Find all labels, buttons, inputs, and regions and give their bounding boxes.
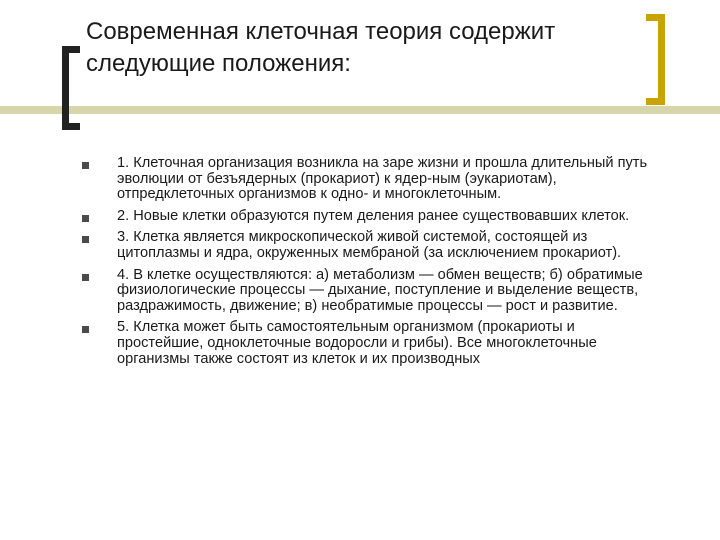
bullet-item-1 (80, 156, 660, 203)
left-bracket-decoration (62, 46, 69, 130)
square-bullet-icon (82, 326, 89, 333)
bullet-item-5 (80, 320, 660, 367)
right-bracket-decoration (658, 14, 665, 105)
bullet-item-4 (80, 268, 660, 315)
square-bullet-icon (82, 274, 89, 281)
bullet-text-2: 2. Новые клетки образуются путем деления ранее существовавших клеток. (117, 207, 630, 224)
title-underline-bar (0, 106, 720, 114)
square-bullet-icon (82, 215, 89, 222)
bullet-list (80, 156, 660, 373)
left-bracket-bottom (62, 123, 80, 130)
bullet-item-2 (80, 209, 660, 225)
slide-title: Современная клеточная теория содержит следующие положения: (86, 18, 556, 77)
bullet-item-3 (80, 230, 660, 261)
square-bullet-icon (82, 236, 89, 243)
square-bullet-icon (82, 162, 89, 169)
right-bracket-bottom (646, 98, 665, 105)
left-bracket-top (62, 46, 80, 53)
right-bracket-top (646, 14, 665, 21)
bullet-text-1: 1. Клеточная организация возникла на заре жизни и прошла длительный путь эволюции от безъядерных (прокариот) к ядер-ным (эукариотам), отпредклеточных организмов к одно- и многоклеточным. (117, 155, 648, 203)
bullet-text-3: 3. Клетка является микроскопической живой системой, состоящей из цитоплазмы и ядра, окруженных мембраной (за исключением прокариот). (117, 229, 622, 261)
bullet-text-4: 4. В клетке осуществляются: а) метаболизм — обмен веществ; б) обратимые физиологические процессы — дыхание, поступление и выделение веществ, раздражимость, движение; в) необратимые процессы — рост и развитие. (117, 266, 643, 314)
bullet-text-5: 5. Клетка может быть самостоятельным организмом (прокариоты и простейшие, одноклеточные водоросли и грибы). Все многоклеточные организмы также состоят из клеток и их производных (117, 319, 597, 367)
